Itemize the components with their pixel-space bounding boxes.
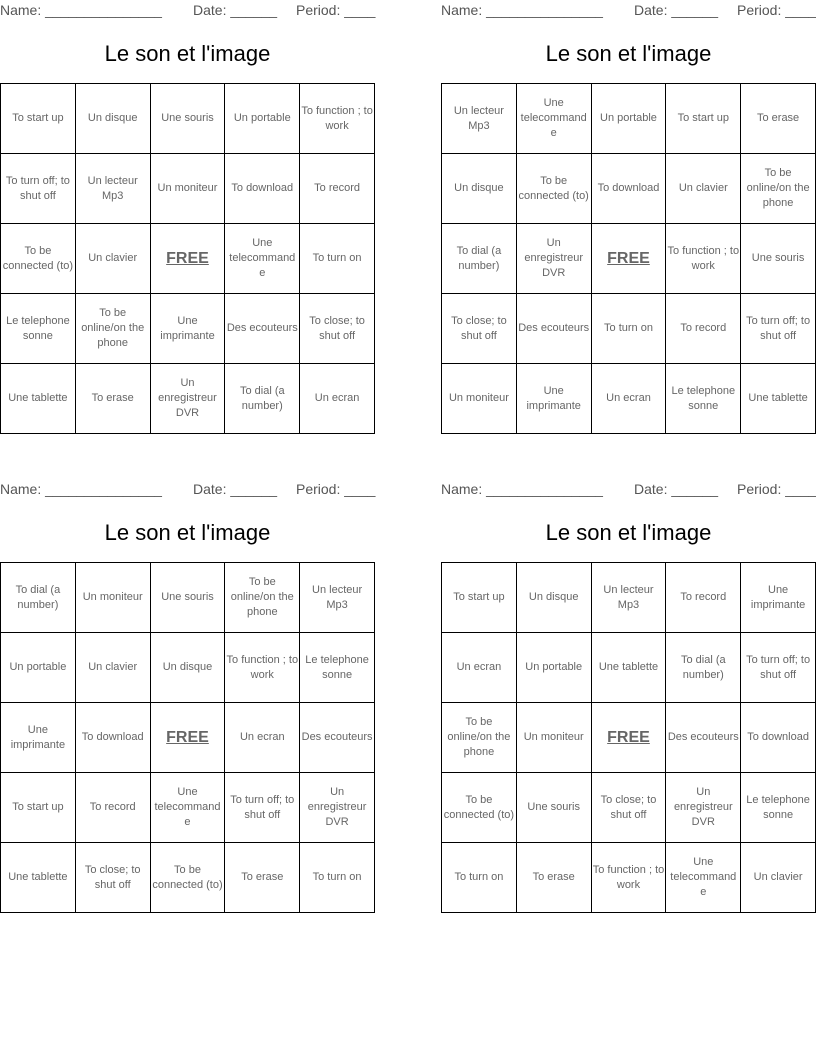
bingo-cell: To erase xyxy=(517,843,592,913)
bingo-cell: Un disque xyxy=(442,154,517,224)
bingo-cell: To function ; to work xyxy=(592,843,667,913)
bingo-cell: Une tablette xyxy=(592,633,667,703)
bingo-cell: Une imprimante xyxy=(741,563,816,633)
bingo-cell: To be online/on the phone xyxy=(76,294,151,364)
bingo-grid xyxy=(0,562,375,913)
bingo-cell: Un clavier xyxy=(741,843,816,913)
period-field: Period: ____ xyxy=(296,481,376,497)
bingo-cell: Le telephone sonne xyxy=(741,773,816,843)
bingo-cell: To erase xyxy=(225,843,300,913)
bingo-cell: Un clavier xyxy=(76,224,151,294)
bingo-cell: Un ecran xyxy=(442,633,517,703)
bingo-card xyxy=(0,479,376,891)
bingo-cell: To turn off; to shut off xyxy=(225,773,300,843)
bingo-cell: Un moniteur xyxy=(76,563,151,633)
bingo-card xyxy=(441,479,816,898)
bingo-cell: To be connected (to) xyxy=(442,773,517,843)
bingo-cell: To be connected (to) xyxy=(151,843,226,913)
bingo-cell: To function ; to work xyxy=(300,84,375,154)
bingo-cell: Le telephone sonne xyxy=(1,294,76,364)
bingo-cell: Une telecommande xyxy=(151,773,226,843)
bingo-cell: Un clavier xyxy=(666,154,741,224)
bingo-cell: Un ecran xyxy=(225,703,300,773)
bingo-grid xyxy=(441,562,816,913)
bingo-cell: To close; to shut off xyxy=(442,294,517,364)
bingo-cell: To download xyxy=(76,703,151,773)
bingo-cell: Une telecommande xyxy=(225,224,300,294)
bingo-cell: Un enregistreur DVR xyxy=(517,224,592,294)
date-field: Date: ______ xyxy=(634,2,719,18)
bingo-cell: To record xyxy=(666,563,741,633)
bingo-cell: Un clavier xyxy=(76,633,151,703)
bingo-cell: Une souris xyxy=(741,224,816,294)
bingo-cell: Une imprimante xyxy=(517,364,592,434)
free-space: FREE xyxy=(151,703,226,773)
bingo-cell: To dial (a number) xyxy=(666,633,741,703)
bingo-cell: To download xyxy=(225,154,300,224)
bingo-cell: Un moniteur xyxy=(517,703,592,773)
free-space: FREE xyxy=(592,703,667,773)
bingo-cell: Un enregistreur DVR xyxy=(300,773,375,843)
period-field: Period: ____ xyxy=(296,2,376,18)
date-field: Date: ______ xyxy=(193,481,278,497)
bingo-cell: Un disque xyxy=(517,563,592,633)
bingo-cell: Un portable xyxy=(517,633,592,703)
bingo-cell: Un ecran xyxy=(300,364,375,434)
bingo-cell: Une imprimante xyxy=(1,703,76,773)
bingo-cell: Un moniteur xyxy=(151,154,226,224)
bingo-cell: Des ecouteurs xyxy=(225,294,300,364)
bingo-cell: Une telecommande xyxy=(666,843,741,913)
bingo-cell: To start up xyxy=(442,563,517,633)
bingo-cell: To erase xyxy=(741,84,816,154)
free-space: FREE xyxy=(151,224,226,294)
bingo-cell: To download xyxy=(741,703,816,773)
name-field: Name: _______________ xyxy=(0,481,162,497)
bingo-cell: Un enregistreur DVR xyxy=(666,773,741,843)
bingo-cell: To dial (a number) xyxy=(1,563,76,633)
bingo-cell: Une imprimante xyxy=(151,294,226,364)
bingo-cell: To function ; to work xyxy=(666,224,741,294)
bingo-cell: To record xyxy=(666,294,741,364)
card-header xyxy=(441,479,816,501)
bingo-cell: Des ecouteurs xyxy=(666,703,741,773)
bingo-grid xyxy=(441,83,816,434)
name-field: Name: _______________ xyxy=(0,2,162,18)
bingo-cell: To be online/on the phone xyxy=(225,563,300,633)
bingo-cell: Un lecteur Mp3 xyxy=(442,84,517,154)
bingo-cell: Un disque xyxy=(151,633,226,703)
bingo-cell: Une tablette xyxy=(741,364,816,434)
bingo-cell: To start up xyxy=(1,84,76,154)
bingo-cell: Un portable xyxy=(592,84,667,154)
bingo-cell: To be connected (to) xyxy=(1,224,76,294)
bingo-cell: Un lecteur Mp3 xyxy=(300,563,375,633)
bingo-cell: To function ; to work xyxy=(225,633,300,703)
period-field: Period: ____ xyxy=(737,481,816,497)
date-field: Date: ______ xyxy=(634,481,719,497)
bingo-cell: Un portable xyxy=(225,84,300,154)
bingo-grid xyxy=(0,83,375,434)
bingo-cell: Un ecran xyxy=(592,364,667,434)
bingo-cell: Un lecteur Mp3 xyxy=(592,563,667,633)
card-header xyxy=(0,479,375,501)
bingo-cell: To turn on xyxy=(300,224,375,294)
bingo-cell: Un moniteur xyxy=(442,364,517,434)
bingo-cell: Un portable xyxy=(1,633,76,703)
card-title: Le son et l'image xyxy=(104,41,271,66)
date-field: Date: ______ xyxy=(193,2,278,18)
bingo-cell: Le telephone sonne xyxy=(666,364,741,434)
bingo-cell: To be connected (to) xyxy=(517,154,592,224)
bingo-cell: Une souris xyxy=(151,84,226,154)
card-title: Le son et l'image xyxy=(104,520,271,545)
bingo-cell: To dial (a number) xyxy=(442,224,517,294)
bingo-cell: Une tablette xyxy=(1,364,76,434)
bingo-cell: To be online/on the phone xyxy=(442,703,517,773)
bingo-cell: Une souris xyxy=(151,563,226,633)
bingo-cell: To start up xyxy=(1,773,76,843)
bingo-card xyxy=(0,0,376,419)
bingo-cell: To turn on xyxy=(592,294,667,364)
bingo-cell: To turn on xyxy=(300,843,375,913)
bingo-card xyxy=(441,0,816,412)
bingo-cell: Des ecouteurs xyxy=(300,703,375,773)
bingo-cell: Une telecommande xyxy=(517,84,592,154)
bingo-cell: To start up xyxy=(666,84,741,154)
bingo-cell: To turn off; to shut off xyxy=(741,294,816,364)
bingo-cell: To download xyxy=(592,154,667,224)
bingo-cell: To record xyxy=(76,773,151,843)
card-header xyxy=(441,0,816,22)
bingo-cell: To turn off; to shut off xyxy=(1,154,76,224)
card-title: Le son et l'image xyxy=(545,41,712,66)
bingo-cell: Une souris xyxy=(517,773,592,843)
bingo-cell: To close; to shut off xyxy=(300,294,375,364)
free-space: FREE xyxy=(592,224,667,294)
period-field: Period: ____ xyxy=(737,2,816,18)
card-title: Le son et l'image xyxy=(545,520,712,545)
bingo-cell: To close; to shut off xyxy=(76,843,151,913)
bingo-cell: Un disque xyxy=(76,84,151,154)
bingo-cell: Une tablette xyxy=(1,843,76,913)
bingo-cell: To be online/on the phone xyxy=(741,154,816,224)
bingo-cell: Le telephone sonne xyxy=(300,633,375,703)
name-field: Name: _______________ xyxy=(441,481,603,497)
bingo-cell: To record xyxy=(300,154,375,224)
bingo-cell: To turn off; to shut off xyxy=(741,633,816,703)
bingo-cell: To close; to shut off xyxy=(592,773,667,843)
bingo-cell: Des ecouteurs xyxy=(517,294,592,364)
bingo-cell: Un lecteur Mp3 xyxy=(76,154,151,224)
bingo-cell: To dial (a number) xyxy=(225,364,300,434)
name-field: Name: _______________ xyxy=(441,2,603,18)
bingo-cell: To turn on xyxy=(442,843,517,913)
bingo-cell: Un enregistreur DVR xyxy=(151,364,226,434)
bingo-cell: To erase xyxy=(76,364,151,434)
card-header xyxy=(0,0,375,22)
